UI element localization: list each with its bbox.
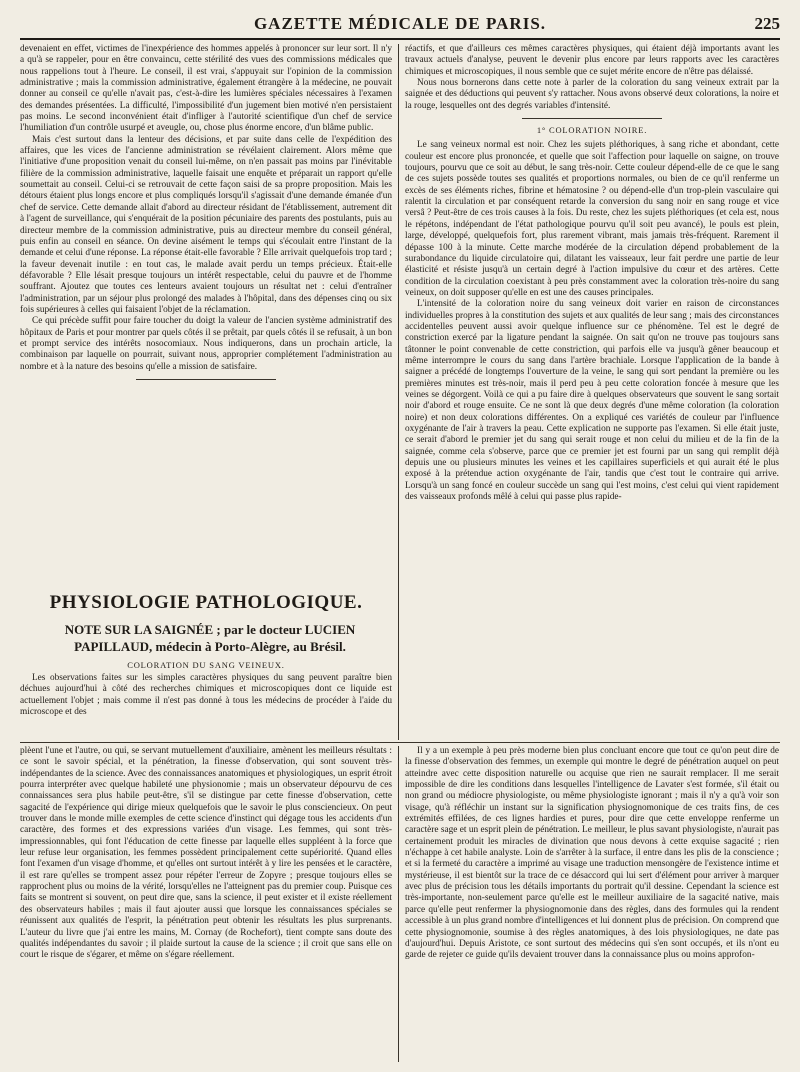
column-divider-top bbox=[398, 44, 399, 740]
paragraph: Il y a un exemple à peu près moderne bien plus concluant encore que tout ce qu'on peut dire de la finesse d'observation des femmes, un exemple qui montre le degré de pénétration auquel on peut atteindre avec cette disposition naturelle ou acquise que rien ne saurait remplacer. Il me serait impossible de dire les conditions dans lesquelles l'intelligence de Lavater s'est formée, s'il était ou non grand ou médiocre physiologiste, ou même physiologiste ignorant ; mais il n'y a qu'à voir son visage, qu'à réfléchir un instant sur la signification physiognomonique de ces traits fins, de ces extrémités effilées, de ces lignes hardies et pures, pour dire que cette enveloppe renferme un caractère sage et un esprit plein de pénétration. Le meilleur, le plus savant physiologiste, n'aurait pas certainement produit les miracles de divination que nous devons à cette exquise sagacité ; rien n'échappe à cet habile analyste. Loin de s'arrêter à la surface, il entre dans les plis de la conscience ; et si la fermeté du caractère a imprimé au visage une traduction mensongère de l'existence intime et mystérieuse, il est bientôt sur la trace de ce désaccord qui lui sert d'élément pour arriver à marquer avec plus de précision tous les détails importants du portrait qu'il dessine. Cependant la science est très-importante, non-seulement parce qu'elle est le meilleur auxiliaire de la sagacité native, mais parce qu'elle peut renfermer la physiognomonie dans des règles, dans des formules qui la rendent accessible à un plus grand nombre d'intelligences et lui donnent plus de précision. On comprend que cette physiognomonie, soumise à des règles anatomiques, à des lois physiologiques, ne date pas d'aujourd'hui. Depuis Aristote, ce sont surtout des médecins qui s'en sont occupés, et ils n'ont eu garde de rejeter ce guide qu'ils devaient trouver dans la connaissance plus ou moins approfon- bbox=[405, 746, 779, 961]
page-header bbox=[20, 14, 780, 40]
horizontal-divider bbox=[20, 742, 780, 743]
paragraph: Le sang veineux normal est noir. Chez les sujets pléthoriques, à sang riche et abondant, cette couleur est encore plus prononcée, et quelle que soit l'affection pour laquelle on saigne, on trouve toujours, pourvu que ce soit au début, le sang très-noir. Cette couleur dépend-elle de ce que le sang de ces sujets possède toutes ses qualités et proportions normales, ou bien de ce qu'il renferme un excès de ses éléments riches, fibrine et hématosine ? ou dépend-elle d'un trop-plein vasculaire qui ralentit la circulation et par conséquent retarde la conversion du sang noir en sang rouge et vice versâ ? Peut-être de ces trois causes à la fois. Du reste, chez les sujets pléthoriques (et cela est, nous le répétons, indépendant de l'état pathologique pourvu qu'il soit peu avancé), le pouls est plein, large, développé, quelquefois fort, plus rarement vibrant, mais jamais très-fréquent. Rarement il dépasse 100 à la minute. Cette marche modérée de la circulation dépend probablement de la surabondance du liquide circulatoire qui, dilatant les vaisseaux, leur fait perdre une partie de leur élasticité et résiste jusqu'à un certain degré à l'action impulsive du cœur et des artères. Cette condition de la circulation coexistant à peu près constamment avec la coloration très-noire du sang veineux, on doit supposer qu'elle en est une des causes principales. bbox=[405, 140, 779, 298]
right-column-top bbox=[405, 44, 779, 740]
paragraph: devenaient en effet, victimes de l'inexpérience des hommes appelés à prononcer sur leur sort. Il n'y a qu'à se rappeler, pour en être convaincu, cette stérilité des vues des commissions médicales que nous rappelions tout à l'heure. Le conseil, il est vrai, s'appuyait sur l'opinion de la commission administrative ; mais la commission administrative, également étrangère à la médecine, ne pouvait donner au conseil ce qu'elle n'avait pas, c'est-à-dire les lumières spéciales nécessaires à l'examen des demandes présentées. La difficulté, l'impossibilité d'un jugement bien motivé n'en persistaient pas moins. Le second inconvénient était d'infliger à l'autorité scientifique d'un chef de service l'humiliation d'un contrôle usurpé et aveugle, ou, chose plus énorme encore, d'un blâme public. bbox=[20, 44, 392, 134]
journal-title: GAZETTE MÉDICALE DE PARIS. bbox=[253, 14, 547, 33]
article-intro bbox=[20, 673, 392, 739]
paragraph: Les observations faites sur les simples caractères physiques du sang peuvent paraître bien déchues aujourd'hui à côté des recherches chimiques et microscopiques dont ce liquide est actuellement l'objet ; mais comme il n'est pas donné à tous les médecins de procéder à l'aide du microscope et des bbox=[20, 673, 392, 718]
page-number: 225 bbox=[754, 14, 780, 33]
paragraph: réactifs, et que d'ailleurs ces mêmes caractères physiques, qui étaient déjà importants avant les travaux actuels d'analyse, peuvent le devenir plus encore par leurs rapports avec les caractères chimiques et microscopiques, il nous semble que ce sujet mérite encore de n'être pas délaissé. bbox=[405, 44, 779, 77]
left-column-bottom bbox=[20, 746, 392, 1062]
separator-rule bbox=[522, 118, 662, 119]
paragraph: plèent l'une et l'autre, ou qui, se servant mutuellement d'auxiliaire, amènent les meilleurs résultats : ce sont le savoir spécial, et la pénétration, la finesse d'observation, qui sont souvent très-indépendantes de la science. Avec des connaissances anatomiques et physiologiques, un esprit étroit pourra interpréter avec quelque habileté une physionomie ; mais un observateur dépourvu de ces connaissances sera plus habile peut-être, s'il se distingue par cette finesse d'observation, cette sagacité de l'expérience qui dirige mieux quelquefois que le savoir le plus consciencieux. On peut trouver dans le monde mille exemples de cette science d'instinct qui dégage tous les accidents d'un caractère, des formes et des expressions variées d'un visage. Les femmes, qui sont très-impressionnables, qui font l'éducation de cette finesse par laquelle elles suppléent à la force que leur refuse leur organisation, les femmes possèdent principalement cette supériorité. Quand elles font l'examen d'un visage d'homme, et qu'elles ont surtout intérêt à y lire les pensées et le caractère, il est rare qu'elles se trompent assez pour répéter l'erreur de Zopyre ; presque toujours elles se rapprochent plus ou moins de la vérité, lorsqu'elles ne l'atteignent pas du premier coup. Puisque ces faits se montrent si souvent, on peut dire que, sans la science, il peut exister et il existe réellement des observateurs habiles ; mais il faut ajouter aussi que lorsque les connaissances spéciales se réunissent aux qualités de l'esprit, la pénétration peut obtenir les résultats les plus surprenants. L'auteur du livre que j'ai entre les mains, M. Cornay (de Rochefort), tient compte sans doute des qualités indépendantes du savoir ; il plaide surtout la cause de la science ; il croit que sans elle on court le risque de s'égarer, et même on s'égare réellement. bbox=[20, 746, 392, 961]
subsection-heading: 1° COLORATION NOIRE. bbox=[536, 125, 648, 136]
column-divider-bottom bbox=[398, 746, 399, 1062]
paragraph: Ce qui précède suffit pour faire toucher du doigt la valeur de l'ancien système administratif des hôpitaux de Paris et pour montrer par quels côtés il se prêtait, par quels côtés il se refusait, à un bon et prompt service des intérêts nosocomiaux. Nous indiquerons, dans un prochain article, la combinaison par laquelle on pourrait, suivant nous, approprier complétement l'administration au nombre et à la nature des besoins qu'elle a mission de satisfaire. bbox=[20, 316, 392, 372]
paragraph: Mais c'est surtout dans la lenteur des décisions, et par suite dans celle de l'expédition des affaires, que les vices de l'ancienne administration se révélaient clairement. Alors même que l'initiative d'une proposition venait du conseil lui-même, on n'en passait pas moins par l'inévitable filière de la commission administrative, laquelle faisait une enquête et préparait un rapport qu'elle soumettait au conseil. Celui-ci se retrouvait de cette façon saisi de sa propre proposition. Mais les détours étaient plus longs encore et plus compliqués lorsqu'il s'agissait d'une demande émanée d'un chef de service. Cette demande allait d'abord au directeur résidant de l'établissement, autrement dit à l'agent de surveillance, qui s'enquérait de la position pécuniaire des parents des postulants, puis au directeur membre de la commission administrative, puis au directeur membre du conseil général, puis enfin au conseil en séance. On devine aisément le temps qui s'écoulait entre l'instant de la demande et celui d'une réponse. La réponse était-elle favorable ? Elle arrivait quelquefois trop tard ; la faveur devenait inutile : en tout cas, le malade avait perdu un temps précieux. Était-elle défavorable ? Elle lésait presque toujours un intérêt respectable, celui du pauvre et de l'homme souffrant. Ajoutez que toutes ces lenteurs avaient toujours un résultat net : celui d'entraîner l'administration, par un séjour plus prolongé des malades à l'hôpital, dans des dépenses cinq ou six fois supérieures à celles qui faisaient l'objet de la réclamation. bbox=[20, 134, 392, 315]
section-title: PHYSIOLOGIE PATHOLOGIQUE. bbox=[49, 592, 363, 613]
paragraph: Nous nous bornerons dans cette note à parler de la coloration du sang veineux extrait par la saignée et des déductions qui peuvent s'y rattacher. Nous avons observé deux colorations, la noire et la rouge, lesquelles ont des degrés variables d'intensité. bbox=[405, 78, 779, 111]
right-column-bottom bbox=[405, 746, 779, 1062]
paragraph: L'intensité de la coloration noire du sang veineux doit varier en raison de circonstances individuelles propres à la constitution des sujets et aux qualités de leur sang ; mais des circonstances accidentelles peuvent aussi avoir quelque influence sur ce phénomène. Tel est le degré de constriction exercé par la ligature pendant la saignée. On sait qu'on ne trouve pas toujours sans tâtonner le point convenable de cette constriction, qui parfois elle va jusqu'à gêner beaucoup et même interrompre le cours du sang dans l'artère brachiale. Lorsque l'application de la bande à saigner a précédé de longtemps l'ouverture de la veine, le sang qui sort pendant la première ou les premières minutes est très-noir, mais il perd peu à peu cette coloration foncée à mesure que les veines se dégorgent. Voilà ce qui a pu faire dire à quelques observateurs que souvent le sang sortait noir d'abord et rouge ensuite. Ce ne sont là que deux degrés d'une même coloration (la coloration noire) et non deux colorations différentes. On a expliqué ces variétés de couleur par l'influence oxygénante de l'air à travers la peau. Cette explication ne supporte pas l'examen. Si elle était juste, ce serait d'abord le premier jet du sang qui serait rouge et non celui du milieu et de la fin de la saignée, comme cela s'observe, parce que ce premier jet est fourni par un sang qui remplit déjà depuis une ou plusieurs minutes les veines et les capillaires superficiels et qui aurait été le plus exposé à la prétendue action oxygénante de l'air, tandis que c'est tout le contraire qui arrive. Lorsqu'à un sang foncé en couleur succède un sang qui l'est moins, c'est celui qui vient rapidement des vaisseaux profonds mêlé à celui qui passe plus rapide- bbox=[405, 299, 779, 503]
article-headline: NOTE SUR LA SAIGNÉE ; par le docteur LUCIEN PAPILLAUD, médecin à Porto-Alègre, au Brésil. bbox=[64, 622, 356, 654]
article-subheading: COLORATION DU SANG VEINEUX. bbox=[127, 660, 285, 670]
separator-rule bbox=[136, 379, 276, 380]
left-column-top bbox=[20, 44, 392, 592]
